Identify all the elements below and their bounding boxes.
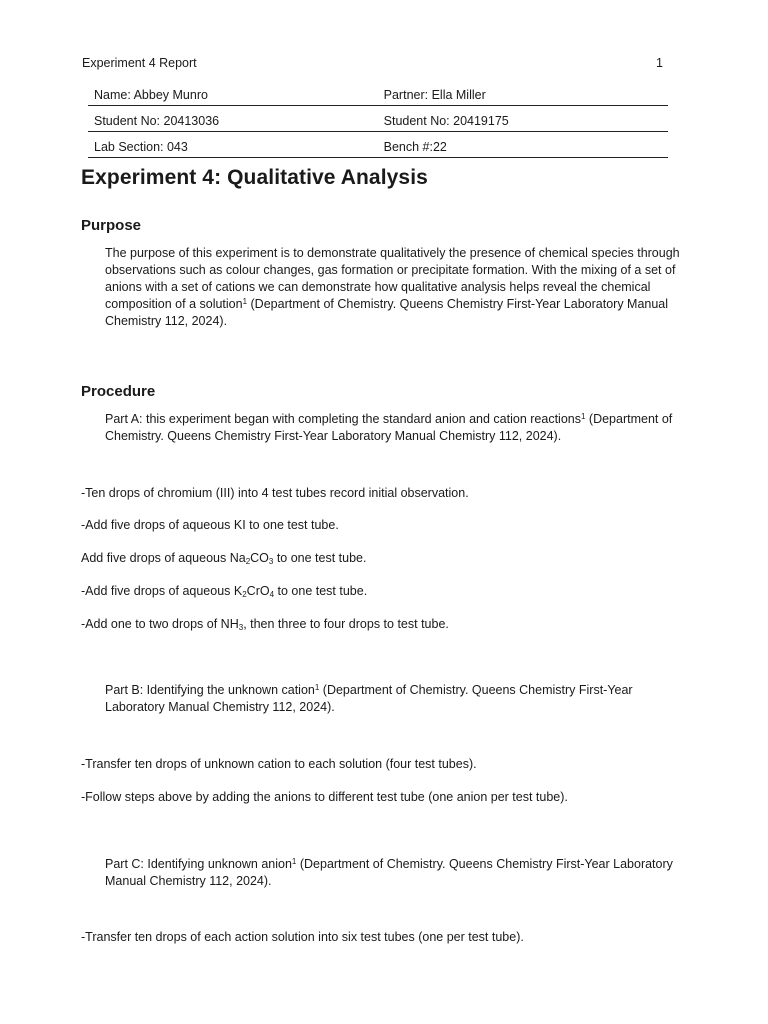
procedure-step: -Add one to two drops of $NH_3$, then three to four drops to test tube. [81,617,449,632]
procedure-heading: Procedure [81,383,156,400]
citation-mark: 1 [314,683,320,692]
procedure-step: Add five drops of aqueous $Na_2CO_3$ to one test tube. [81,551,367,566]
procedure-step: -Ten drops of chromium (III) into 4 test tubes record initial observation. [81,486,469,500]
procedure-step: -Add five drops of aqueous $K_2CrO_4$ to one test tube. [81,584,368,599]
purpose-heading: Purpose [81,217,142,234]
running-header-title: Experiment 4 Report [82,56,197,70]
citation-mark: 1 [580,412,586,421]
bench-number-cell: Bench #:22 [374,132,668,158]
table-row [88,132,668,158]
page-number: 1 [656,56,663,70]
partner-name-cell: Partner: Ella Miller [374,80,668,106]
part-b-paragraph: Part B: Identifying the unknown cation$^1$ (Department of Chemistry. Queens Chemistry First-Year Laboratory Manual Chemistry 112, 2024). [105,683,633,714]
procedure-step: -Add five drops of aqueous KI to one test tube. [81,518,339,532]
document-title: Experiment 4: Qualitative Analysis [81,166,428,189]
partner-student-number-cell: Student No: 20419175 [374,106,668,132]
procedure-step: -Transfer ten drops of each action solution into six test tubes (one per test tube). [81,930,524,944]
procedure-step: -Follow steps above by adding the anions to different test tube (one anion per test tube). [81,790,568,804]
citation-mark: 1 [291,857,297,866]
table-row [88,106,668,132]
citation-mark: 1 [242,297,248,306]
part-c-paragraph: Part C: Identifying unknown anion$^1$ (Department of Chemistry. Queens Chemistry First-Year Laboratory Manual Chemistry 112, 2024). [105,857,673,888]
student-name-cell: Name: Abbey Munro [88,80,374,106]
student-info-table [88,80,668,158]
table-row [88,80,668,106]
procedure-step: -Transfer ten drops of unknown cation to each solution (four test tubes). [81,757,477,771]
purpose-paragraph: The purpose of this experiment is to demonstrate qualitatively the presence of chemical species through observations such as colour changes, gas formation or precipitate formation. With the mixing of a set of anions with a set of cations we can demonstrate how qualitative analysis helps reveal the chemical composition of a solution$^1$ (Department of Chemistry. Queens Chemistry First-Year Laboratory Manual Chemistry 112, 2024). [105,246,680,328]
lab-section-cell: Lab Section: 043 [88,132,374,158]
student-number-cell: Student No: 20413036 [88,106,374,132]
part-a-paragraph: Part A: this experiment began with completing the standard anion and cation reactions$^1$ (Department of Chemistry. Queens Chemistry First-Year Laboratory Manual Chemistry 112, 2024). [105,412,673,443]
